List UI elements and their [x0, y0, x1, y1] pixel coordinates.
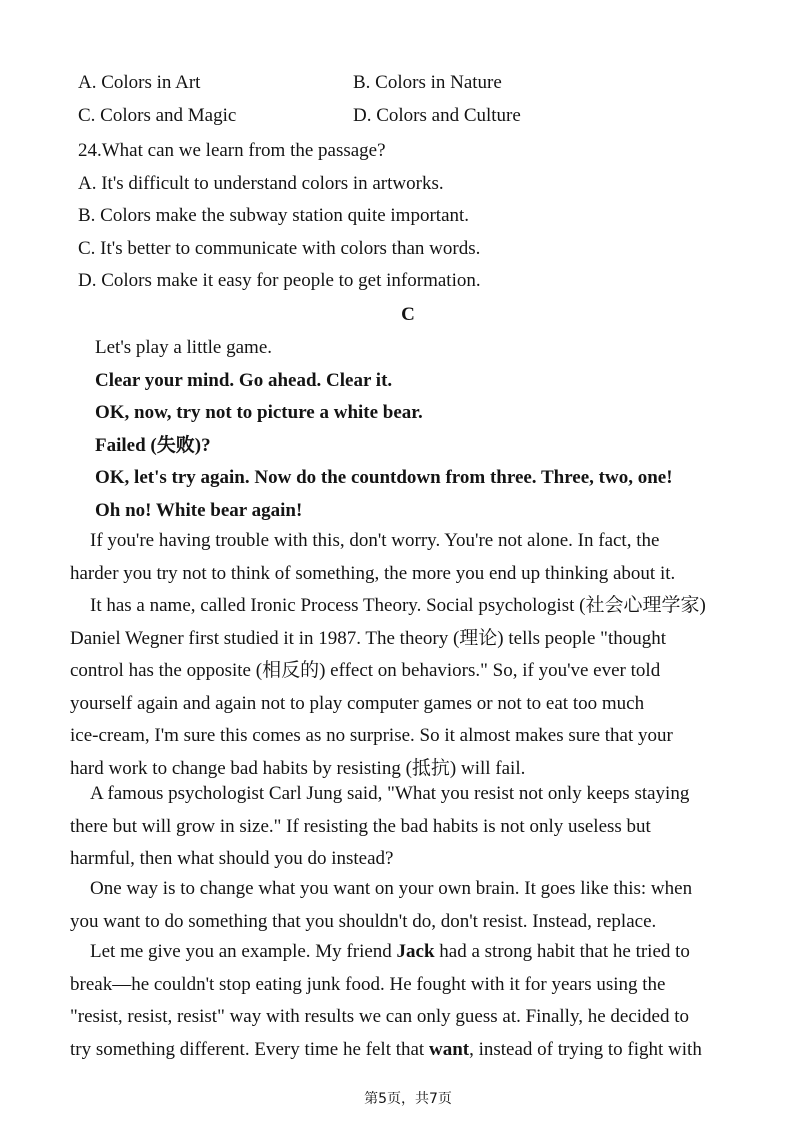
- paragraph-3: [0, 778, 800, 876]
- p1-line-1: If you're having trouble with this, don't worry. You're not alone. In fact, the: [90, 530, 660, 551]
- paragraph-2: [0, 590, 800, 785]
- p2-line-4: yourself again and again not to play computer games or not to eat too much: [70, 692, 645, 714]
- section-heading: C: [401, 304, 415, 325]
- game-line-1: Let's play a little game.: [95, 337, 273, 358]
- p4-line-2: you want to do something that you shouldn't do, don't resist. Instead, replace.: [70, 910, 657, 932]
- p5-line-1-pre: Let me give you an example. My friend: [90, 941, 397, 962]
- q23-option-row-2: [0, 100, 800, 133]
- q24-option-d[interactable]: D. Colors make it easy for people to get information.: [78, 270, 481, 291]
- game-line-2: Clear your mind. Go ahead. Clear it.: [95, 369, 393, 391]
- p4-line-1: One way is to change what you want on your own brain. It goes like this: when: [90, 878, 693, 899]
- p2-line-1: It has a name, called Ironic Process Theory. Social psychologist (社会心理学家): [90, 595, 706, 616]
- q23-option-row-1: [0, 67, 800, 100]
- p5-word-want: want: [428, 1038, 470, 1060]
- p5-line-1: [70, 936, 730, 969]
- p5-line-3: "resist, resist, resist" way with results we can only guess at. Finally, he decided to: [70, 1006, 689, 1027]
- q23-option-c[interactable]: C. Colors and Magic: [78, 104, 237, 126]
- p1-line-2: harder you try not to think of something, the more you end up thinking about it.: [70, 562, 676, 584]
- p2-line-6: hard work to change bad habits by resisting (抵抗) will fail.: [70, 757, 526, 779]
- game-intro: [0, 332, 800, 527]
- game-line-6: Oh no! White bear again!: [95, 499, 303, 521]
- p3-line-1: A famous psychologist Carl Jung said, "What you resist not only keeps staying: [90, 783, 690, 804]
- q23-option-a[interactable]: A. Colors in Art: [78, 72, 201, 93]
- p2-line-5: ice-cream, I'm sure this comes as no surprise. So it almost makes sure that your: [70, 725, 673, 746]
- p3-line-3: harmful, then what should you do instead?: [70, 848, 394, 869]
- game-line-3: OK, now, try not to picture a white bear.: [95, 402, 423, 423]
- q23-option-b[interactable]: B. Colors in Nature: [353, 72, 502, 93]
- paragraph-1: [0, 525, 800, 590]
- paragraph-4: [0, 873, 800, 938]
- q23-option-d[interactable]: D. Colors and Culture: [353, 104, 521, 126]
- game-line-4: Failed (失败)?: [95, 434, 211, 456]
- section-c-heading-wrap: [0, 299, 800, 332]
- p2-line-3: control has the opposite (相反的) effect on behaviors." So, if you've ever told: [70, 660, 661, 681]
- q24-option-b[interactable]: B. Colors make the subway station quite important.: [78, 205, 470, 226]
- q23-options: [0, 67, 800, 132]
- q24-option-a[interactable]: A. It's difficult to understand colors in artworks.: [78, 172, 444, 194]
- p5-name-jack: Jack: [396, 941, 435, 962]
- p5-line-4: [70, 1034, 730, 1067]
- question-24: [0, 135, 800, 298]
- p3-line-2: there but will grow in size." If resisting the bad habits is not only useless but: [70, 815, 651, 837]
- q24-option-c[interactable]: C. It's better to communicate with colors than words.: [78, 237, 481, 259]
- p5-line-2: break—he couldn't stop eating junk food. He fought with it for years using the: [70, 973, 666, 995]
- p2-line-2: Daniel Wegner first studied it in 1987. The theory (理论) tells people "thought: [70, 627, 666, 649]
- p5-line-4-post: , instead of trying to fight with: [469, 1038, 702, 1060]
- p5-line-1-post: had a strong habit that he tried to: [434, 941, 690, 962]
- paragraph-5: [0, 936, 800, 1066]
- p5-line-4-pre: try something different. Every time he felt that: [70, 1038, 429, 1060]
- page-number: 第5页，共7页: [364, 1091, 452, 1107]
- game-line-5: OK, let's try again. Now do the countdown from three. Three, two, one!: [95, 467, 673, 488]
- q24-stem: 24.What can we learn from the passage?: [78, 140, 386, 161]
